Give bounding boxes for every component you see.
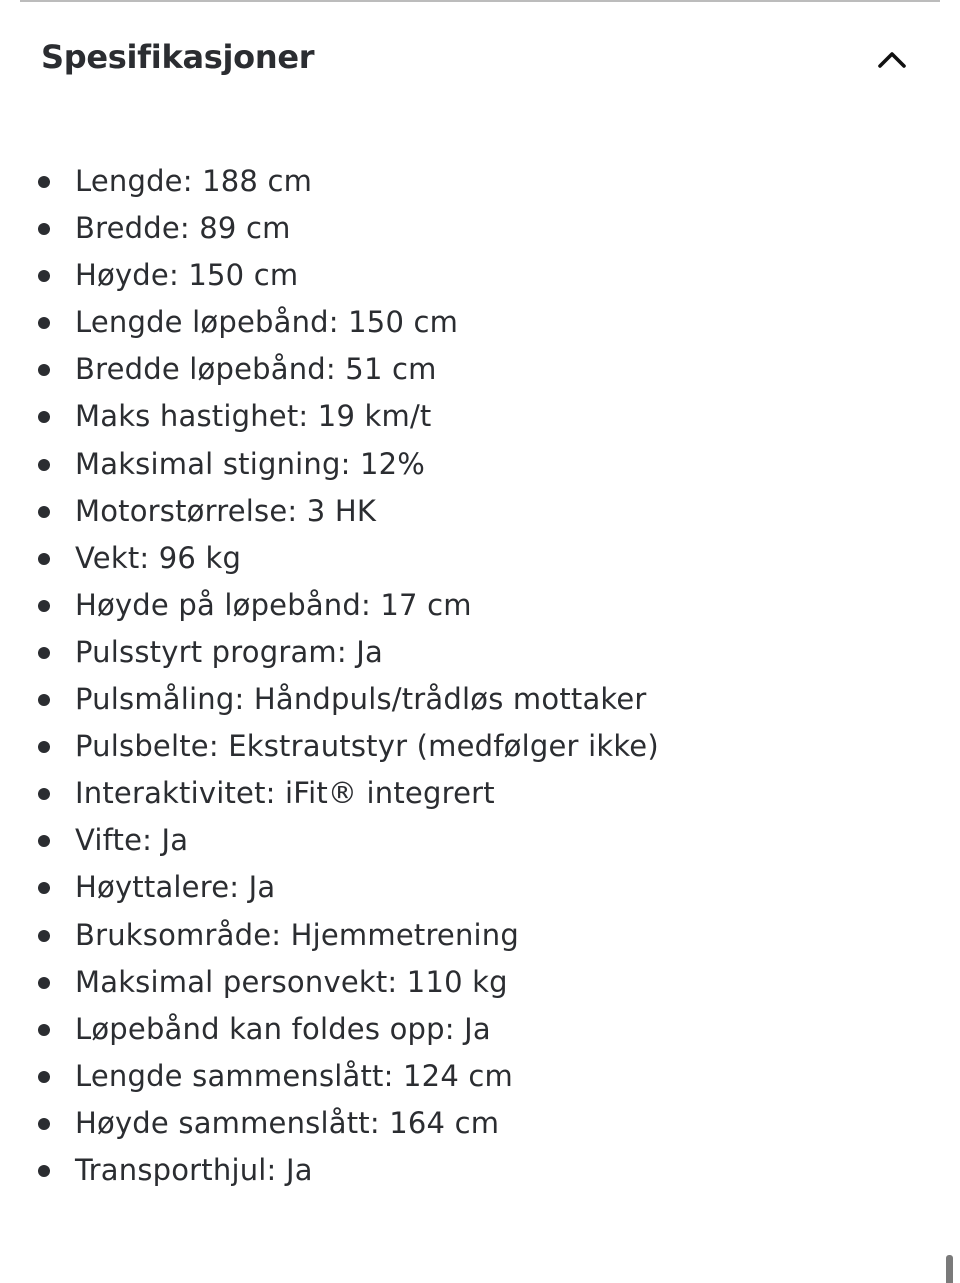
spec-text: Lengde løpebånd: 150 cm [75, 305, 459, 340]
spec-text: Maksimal stigning: 12% [75, 446, 426, 481]
spec-text: Maks hastighet: 19 km/t [75, 399, 432, 434]
bullet-icon [38, 176, 50, 188]
spec-list-item [0, 582, 659, 629]
spec-list-item [0, 535, 659, 582]
spec-list-item [0, 1147, 659, 1194]
spec-text: Lengde: 188 cm [75, 164, 313, 198]
spec-list-item [0, 1006, 659, 1053]
bullet-icon [38, 223, 50, 235]
spec-list-item [0, 770, 659, 817]
scrollbar-thumb[interactable] [946, 1255, 953, 1283]
chevron-up-icon[interactable] [872, 39, 912, 79]
spec-text: Interaktivitet: iFit® integrert [75, 776, 495, 811]
spec-list-item [0, 346, 659, 393]
bullet-icon [38, 459, 50, 471]
bullet-icon [38, 270, 50, 282]
spec-text: Bredde løpebånd: 51 cm [75, 352, 437, 387]
spec-list-item [0, 441, 659, 488]
bullet-icon [38, 930, 50, 942]
spec-list-item [0, 299, 659, 346]
bullet-icon [38, 411, 50, 423]
spec-text: Motorstørrelse: 3 HK [75, 493, 377, 528]
spec-text: Bruksområde: Hjemmetrening [75, 917, 519, 952]
spec-text: Pulsmåling: Håndpuls/trådløs mottaker [75, 682, 647, 717]
bullet-icon [38, 882, 50, 894]
spec-text: Pulsstyrt program: Ja [75, 634, 383, 669]
spec-list-item [0, 1100, 659, 1147]
spec-text: Maksimal personvekt: 110 kg [75, 964, 508, 999]
spec-list-item [0, 158, 659, 205]
spec-text: Lengde sammenslått: 124 cm [75, 1058, 513, 1093]
spec-text: Høyttalere: Ja [75, 870, 276, 905]
spec-list-item [0, 629, 659, 676]
spec-list-item [0, 864, 659, 911]
spec-list-item [0, 959, 659, 1006]
bullet-icon [38, 506, 50, 518]
spec-text: Høyde: 150 cm [75, 258, 299, 293]
spec-text: Løpebånd kan foldes opp: Ja [75, 1011, 491, 1046]
spec-list-item [0, 205, 659, 252]
spec-list-item [0, 723, 659, 770]
spec-text: Bredde: 89 cm [75, 211, 291, 246]
bullet-icon [38, 1118, 50, 1130]
bullet-icon [38, 647, 50, 659]
bullet-icon [38, 1024, 50, 1036]
section-title: Spesifikasjoner [41, 38, 315, 76]
bullet-icon [38, 741, 50, 753]
spec-text: Transporthjul: Ja [75, 1152, 313, 1187]
bullet-icon [38, 553, 50, 565]
bullet-icon [38, 1071, 50, 1083]
spec-list-item [0, 488, 659, 535]
spec-list-item [0, 676, 659, 723]
spec-list-item [0, 1053, 659, 1100]
bullet-icon [38, 1165, 50, 1177]
specifications-list [0, 158, 659, 1194]
bullet-icon [38, 317, 50, 329]
spec-text: Pulsbelte: Ekstrautstyr (medfølger ikke) [75, 729, 659, 764]
bullet-icon [38, 694, 50, 706]
bullet-icon [38, 788, 50, 800]
spec-list-item [0, 817, 659, 864]
spec-text: Høyde sammenslått: 164 cm [75, 1105, 500, 1140]
bullet-icon [38, 835, 50, 847]
specifications-accordion-header[interactable] [20, 2, 940, 120]
bullet-icon [38, 977, 50, 989]
spec-text: Vekt: 96 kg [75, 540, 242, 575]
bullet-icon [38, 364, 50, 376]
spec-list-item [0, 252, 659, 299]
spec-list-item [0, 393, 659, 440]
spec-list-item [0, 912, 659, 959]
spec-text: Vifte: Ja [75, 823, 189, 858]
bullet-icon [38, 600, 50, 612]
spec-text: Høyde på løpebånd: 17 cm [75, 587, 472, 622]
